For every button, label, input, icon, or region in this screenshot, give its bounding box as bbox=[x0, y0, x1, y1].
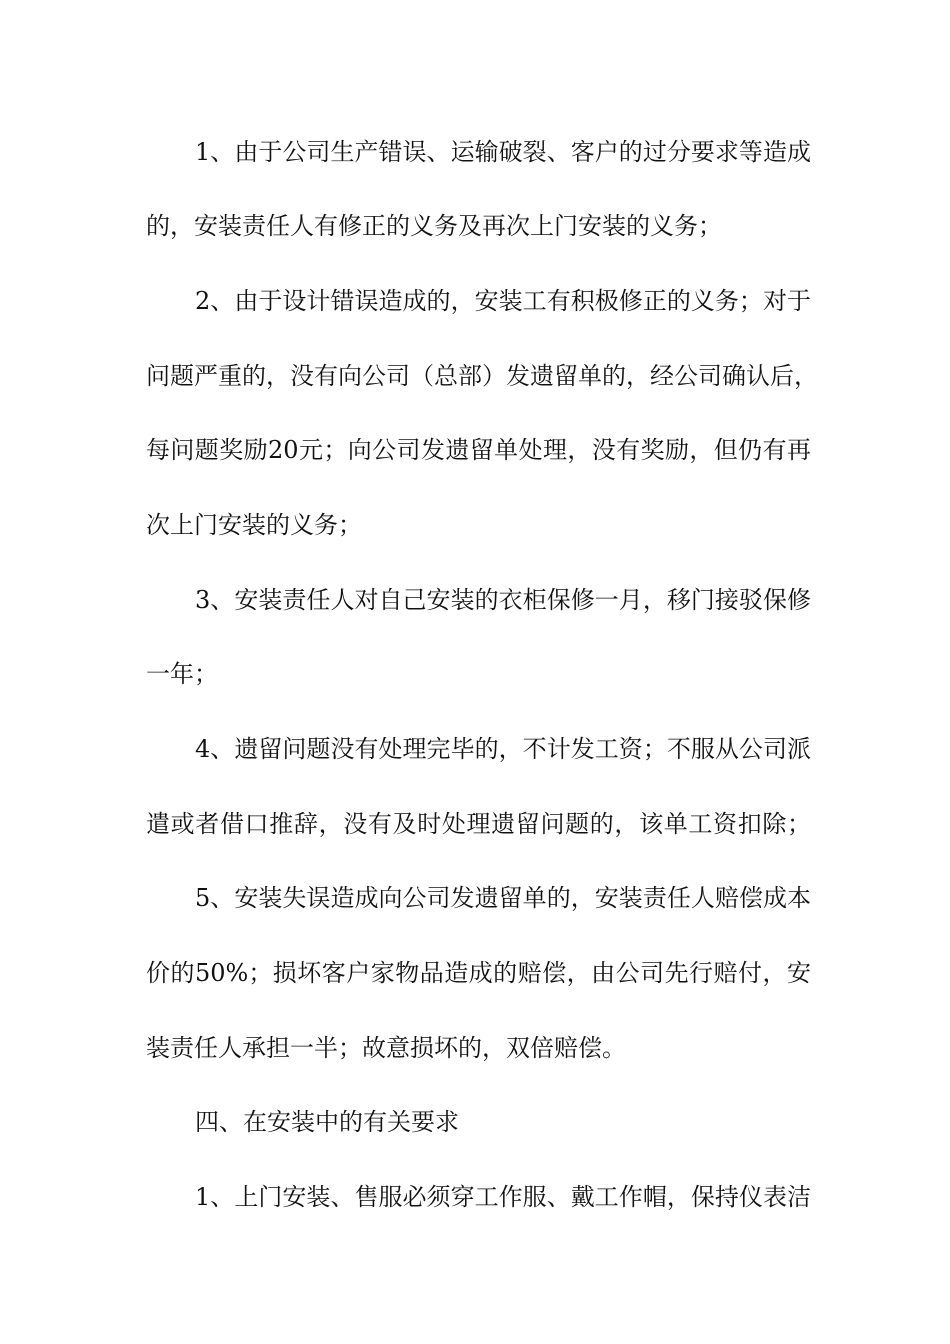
paragraph-line: 的，安装责任人有修正的义务及再次上门安装的义务； bbox=[146, 212, 722, 240]
paragraph-line: 装责任人承担一半；故意损坏的，双倍赔偿。 bbox=[146, 1034, 626, 1062]
section-heading: 四、在安装中的有关要求 bbox=[195, 1108, 459, 1136]
paragraph-line: 遣或者借口推辞，没有及时处理遗留问题的，该单工资扣除； bbox=[146, 810, 811, 838]
paragraph-line: 1、上门安装、售服必须穿工作服、戴工作帽，保持仪表洁 bbox=[195, 1183, 811, 1211]
paragraph-line: 4、遗留问题没有处理完毕的，不计发工资；不服从公司派 bbox=[195, 735, 811, 763]
paragraph-line: 一年； bbox=[146, 660, 218, 688]
paragraph-line: 5、安装失误造成向公司发遗留单的，安装责任人赔偿成本 bbox=[195, 884, 811, 912]
paragraph-line: 3、安装责任人对自己安装的衣柜保修一月，移门接驳保修 bbox=[195, 586, 811, 614]
paragraph-line: 2、由于设计错误造成的，安装工有积极修正的义务；对于 bbox=[195, 287, 811, 315]
paragraph-line: 价的50%；损坏客户家物品造成的赔偿，由公司先行赔付，安 bbox=[146, 959, 811, 987]
paragraph-line: 问题严重的，没有向公司（总部）发遗留单的，经公司确认后， bbox=[146, 362, 818, 390]
paragraph-line: 1、由于公司生产错误、运输破裂、客户的过分要求等造成 bbox=[195, 138, 811, 166]
paragraph-line: 每问题奖励20元；向公司发遗留单处理，没有奖励，但仍有再 bbox=[146, 436, 811, 464]
paragraph-line: 次上门安装的义务； bbox=[146, 511, 362, 539]
